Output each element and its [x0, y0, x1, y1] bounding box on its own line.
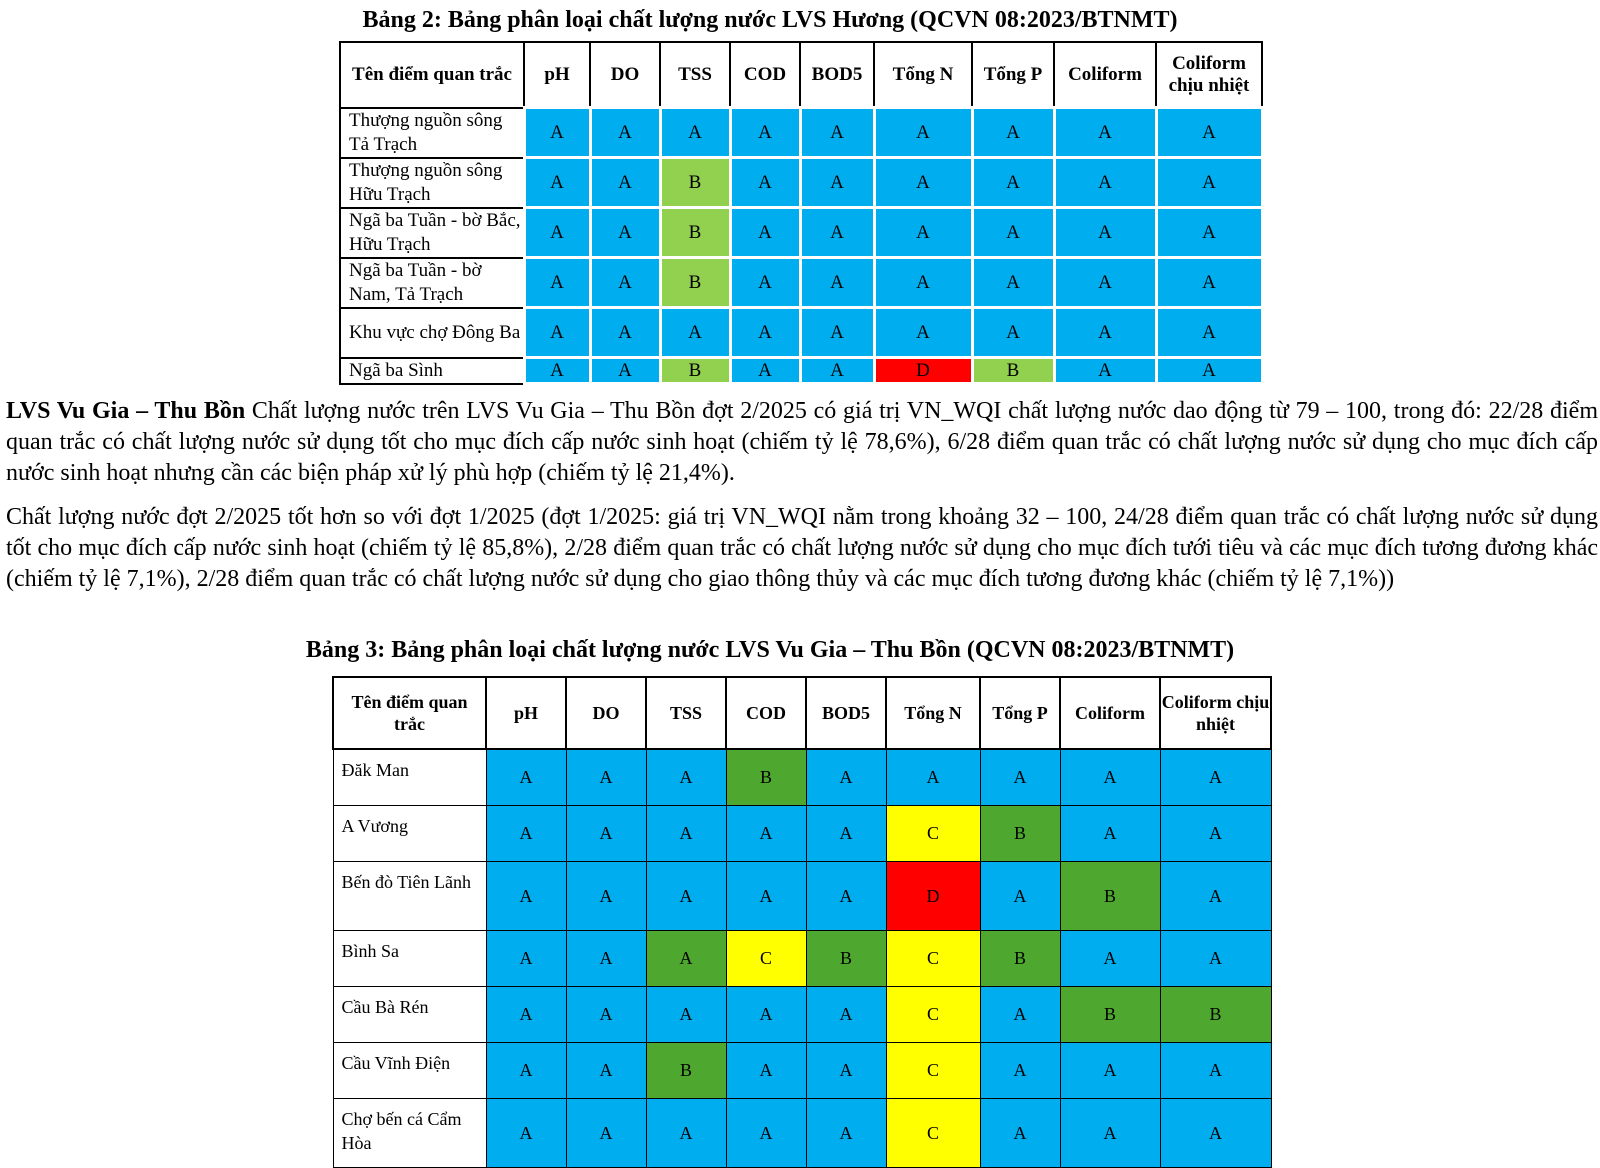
quality-cell: A — [806, 749, 886, 806]
quality-cell: A — [806, 987, 886, 1043]
quality-cell: A — [524, 158, 590, 208]
paragraph-text: Chất lượng nước trên LVS Vu Gia – Thu Bồn đợt 2/2025 có giá trị VN_WQI chất lượng nước dao động từ 79 – 100, trong đó: 22/28 điểm quan trắc có chất lượng nước sử dụng tốt cho mục đích cấp nước sinh hoạt (chiếm tỷ lệ 78,6%), 6/28 điểm quan trắc có chất lượng nước sử dụng cho mục đích cấp nước sinh hoạt nhưng cần các biện pháp xử lý phù hợp (chiếm tỷ lệ 21,4%). — [6, 398, 1598, 486]
header-coliform: Coliform — [1054, 42, 1156, 108]
quality-cell: A — [806, 806, 886, 862]
header-coliform-chịu-nhiệt: Coliform chịu nhiệt — [1156, 42, 1262, 108]
table-row — [333, 931, 1271, 987]
quality-cell: A — [972, 108, 1054, 158]
quality-cell: A — [1160, 806, 1271, 862]
header-tổng-p: Tổng P — [980, 677, 1060, 749]
table-row — [333, 1043, 1271, 1099]
quality-cell: B — [660, 358, 730, 384]
table3 — [332, 676, 1272, 1168]
station-name: Bình Sa — [333, 931, 486, 987]
quality-cell: A — [730, 158, 800, 208]
quality-cell: A — [800, 108, 874, 158]
quality-cell: A — [1054, 158, 1156, 208]
station-name: Cầu Vĩnh Điện — [333, 1043, 486, 1099]
quality-cell: A — [972, 258, 1054, 308]
quality-cell: B — [806, 931, 886, 987]
quality-cell: A — [1160, 1099, 1271, 1168]
quality-cell: A — [1054, 108, 1156, 158]
quality-cell: A — [566, 931, 646, 987]
quality-cell: A — [1156, 108, 1262, 158]
header-coliform-chịu-nhiệt: Coliform chịu nhiệt — [1160, 677, 1271, 749]
quality-cell: A — [1060, 1043, 1160, 1099]
table-row — [333, 806, 1271, 862]
quality-cell: A — [800, 158, 874, 208]
quality-cell: A — [874, 208, 972, 258]
quality-cell: A — [730, 108, 800, 158]
quality-cell: A — [524, 258, 590, 308]
header-cod: COD — [730, 42, 800, 108]
quality-cell: A — [874, 258, 972, 308]
quality-cell: A — [646, 749, 726, 806]
paragraph-vu-gia — [6, 396, 1598, 489]
quality-cell: A — [726, 987, 806, 1043]
station-name: A Vương — [333, 806, 486, 862]
header-tss: TSS — [646, 677, 726, 749]
quality-cell: B — [1160, 987, 1271, 1043]
quality-cell: A — [1160, 1043, 1271, 1099]
table-row — [340, 308, 1262, 358]
quality-cell: A — [646, 987, 726, 1043]
quality-cell: C — [726, 931, 806, 987]
quality-cell: B — [1060, 987, 1160, 1043]
table-row — [340, 158, 1262, 208]
quality-cell: A — [1160, 862, 1271, 931]
quality-cell: A — [730, 358, 800, 384]
quality-cell: A — [524, 208, 590, 258]
quality-cell: A — [980, 1099, 1060, 1168]
quality-cell: A — [1060, 806, 1160, 862]
quality-cell: A — [646, 931, 726, 987]
quality-cell: A — [1160, 749, 1271, 806]
table-row — [340, 108, 1262, 158]
quality-cell: A — [806, 862, 886, 931]
header-tổng-n: Tổng N — [886, 677, 980, 749]
quality-cell: A — [1054, 358, 1156, 384]
table2-header-row — [340, 42, 1262, 108]
quality-cell: B — [980, 806, 1060, 862]
header-coliform: Coliform — [1060, 677, 1160, 749]
quality-cell: D — [886, 862, 980, 931]
quality-cell: A — [566, 1043, 646, 1099]
quality-cell: A — [726, 862, 806, 931]
quality-cell: A — [524, 358, 590, 384]
quality-cell: A — [980, 1043, 1060, 1099]
quality-cell: D — [874, 358, 972, 384]
quality-cell: A — [566, 987, 646, 1043]
header-tss: TSS — [660, 42, 730, 108]
quality-cell: B — [726, 749, 806, 806]
quality-cell: A — [486, 931, 566, 987]
header-tổng-p: Tổng P — [972, 42, 1054, 108]
quality-cell: A — [726, 1043, 806, 1099]
quality-cell: A — [730, 208, 800, 258]
header-bod5: BOD5 — [806, 677, 886, 749]
quality-cell: A — [590, 158, 660, 208]
quality-cell: A — [486, 1099, 566, 1168]
quality-cell: A — [1060, 931, 1160, 987]
header-bod5: BOD5 — [800, 42, 874, 108]
quality-cell: A — [486, 806, 566, 862]
quality-cell: A — [566, 806, 646, 862]
quality-cell: A — [874, 308, 972, 358]
quality-cell: A — [1054, 258, 1156, 308]
quality-cell: A — [524, 308, 590, 358]
quality-cell: A — [590, 358, 660, 384]
quality-cell: A — [730, 308, 800, 358]
paragraph-comparison: Chất lượng nước đợt 2/2025 tốt hơn so với đợt 1/2025 (đợt 1/2025: giá trị VN_WQI nằm trong khoảng 32 – 100, 24/28 điểm quan trắc có chất lượng nước sử dụng tốt cho mục đích cấp nước sinh hoạt (chiếm tỷ lệ 85,8%), 2/28 điểm quan trắc có chất lượng nước sử dụng cho mục đích tưới tiêu và các mục đích tương đương khác (chiếm tỷ lệ 7,1%), 2/28 điểm quan trắc có chất lượng nước sử dụng cho giao thông thủy và các mục đích tương đương khác (chiếm tỷ lệ 7,1%)) — [6, 504, 1598, 592]
quality-cell: A — [972, 208, 1054, 258]
station-name: Chợ bến cá Cẩm Hòa — [333, 1099, 486, 1168]
quality-cell: A — [726, 806, 806, 862]
station-name: Ngã ba Tuần - bờ Nam, Tả Trạch — [340, 258, 524, 308]
quality-cell: A — [590, 258, 660, 308]
quality-cell: A — [800, 308, 874, 358]
header-ph: pH — [524, 42, 590, 108]
quality-cell: A — [1160, 931, 1271, 987]
table-row — [340, 208, 1262, 258]
station-name: Đăk Man — [333, 749, 486, 806]
quality-cell: A — [1156, 358, 1262, 384]
table3-caption: Bảng 3: Bảng phân loại chất lượng nước LVS Vu Gia – Thu Bồn (QCVN 08:2023/BTNMT) — [305, 637, 1235, 663]
quality-cell: A — [874, 108, 972, 158]
quality-cell: A — [590, 108, 660, 158]
quality-cell: B — [980, 931, 1060, 987]
quality-cell: A — [486, 749, 566, 806]
quality-cell: A — [874, 158, 972, 208]
quality-cell: A — [806, 1043, 886, 1099]
quality-cell: A — [486, 987, 566, 1043]
quality-cell: A — [800, 358, 874, 384]
quality-cell: A — [980, 987, 1060, 1043]
quality-cell: C — [886, 987, 980, 1043]
quality-cell: A — [486, 1043, 566, 1099]
quality-cell: C — [886, 1043, 980, 1099]
quality-cell: A — [646, 806, 726, 862]
quality-cell: A — [660, 308, 730, 358]
quality-cell: A — [486, 862, 566, 931]
quality-cell: A — [1054, 208, 1156, 258]
table-row — [340, 358, 1262, 384]
quality-cell: A — [590, 308, 660, 358]
station-name: Ngã ba Tuần - bờ Bắc, Hữu Trạch — [340, 208, 524, 258]
quality-cell: A — [972, 308, 1054, 358]
quality-cell: A — [1060, 749, 1160, 806]
station-name: Bến đò Tiên Lãnh — [333, 862, 486, 931]
header-cod: COD — [726, 677, 806, 749]
quality-cell: B — [660, 208, 730, 258]
quality-cell: A — [1156, 208, 1262, 258]
quality-cell: A — [886, 749, 980, 806]
station-name: Cầu Bà Rén — [333, 987, 486, 1043]
quality-cell: B — [646, 1043, 726, 1099]
table-row — [333, 1099, 1271, 1168]
quality-cell: A — [1156, 258, 1262, 308]
quality-cell: A — [646, 1099, 726, 1168]
header-do: DO — [566, 677, 646, 749]
quality-cell: C — [886, 1099, 980, 1168]
quality-cell: B — [1060, 862, 1160, 931]
quality-cell: B — [660, 158, 730, 208]
station-name: Thượng nguồn sông Hữu Trạch — [340, 158, 524, 208]
table3-header-row — [333, 677, 1271, 749]
station-name: Khu vực chợ Đông Ba — [340, 308, 524, 358]
quality-cell: A — [726, 1099, 806, 1168]
station-name: Ngã ba Sình — [340, 358, 524, 384]
quality-cell: C — [886, 931, 980, 987]
quality-cell: A — [980, 862, 1060, 931]
header-tổng-n: Tổng N — [874, 42, 972, 108]
quality-cell: A — [980, 749, 1060, 806]
header-do: DO — [590, 42, 660, 108]
quality-cell: A — [730, 258, 800, 308]
table-row — [333, 862, 1271, 931]
quality-cell: A — [590, 208, 660, 258]
table-row — [340, 258, 1262, 308]
paragraph-lead: LVS Vu Gia – Thu Bồn — [6, 398, 246, 424]
quality-cell: B — [660, 258, 730, 308]
header-ph: pH — [486, 677, 566, 749]
quality-cell: A — [1156, 308, 1262, 358]
quality-cell: A — [1060, 1099, 1160, 1168]
quality-cell: A — [1054, 308, 1156, 358]
table2-caption: Bảng 2: Bảng phân loại chất lượng nước LVS Hương (QCVN 08:2023/BTNMT) — [362, 7, 1178, 33]
quality-cell: A — [646, 862, 726, 931]
header-station-name: Tên điểm quan trắc — [333, 677, 486, 749]
quality-cell: A — [800, 208, 874, 258]
quality-cell: A — [524, 108, 590, 158]
quality-cell: A — [806, 1099, 886, 1168]
station-name: Thượng nguồn sông Tả Trạch — [340, 108, 524, 158]
quality-cell: A — [566, 862, 646, 931]
quality-cell: B — [972, 358, 1054, 384]
quality-cell: A — [800, 258, 874, 308]
table-row — [333, 987, 1271, 1043]
header-station-name: Tên điểm quan trắc — [340, 42, 524, 108]
table2 — [339, 41, 1264, 385]
quality-cell: C — [886, 806, 980, 862]
table-row — [333, 749, 1271, 806]
quality-cell: A — [660, 108, 730, 158]
quality-cell: A — [972, 158, 1054, 208]
quality-cell: A — [566, 749, 646, 806]
quality-cell: A — [1156, 158, 1262, 208]
quality-cell: A — [566, 1099, 646, 1168]
